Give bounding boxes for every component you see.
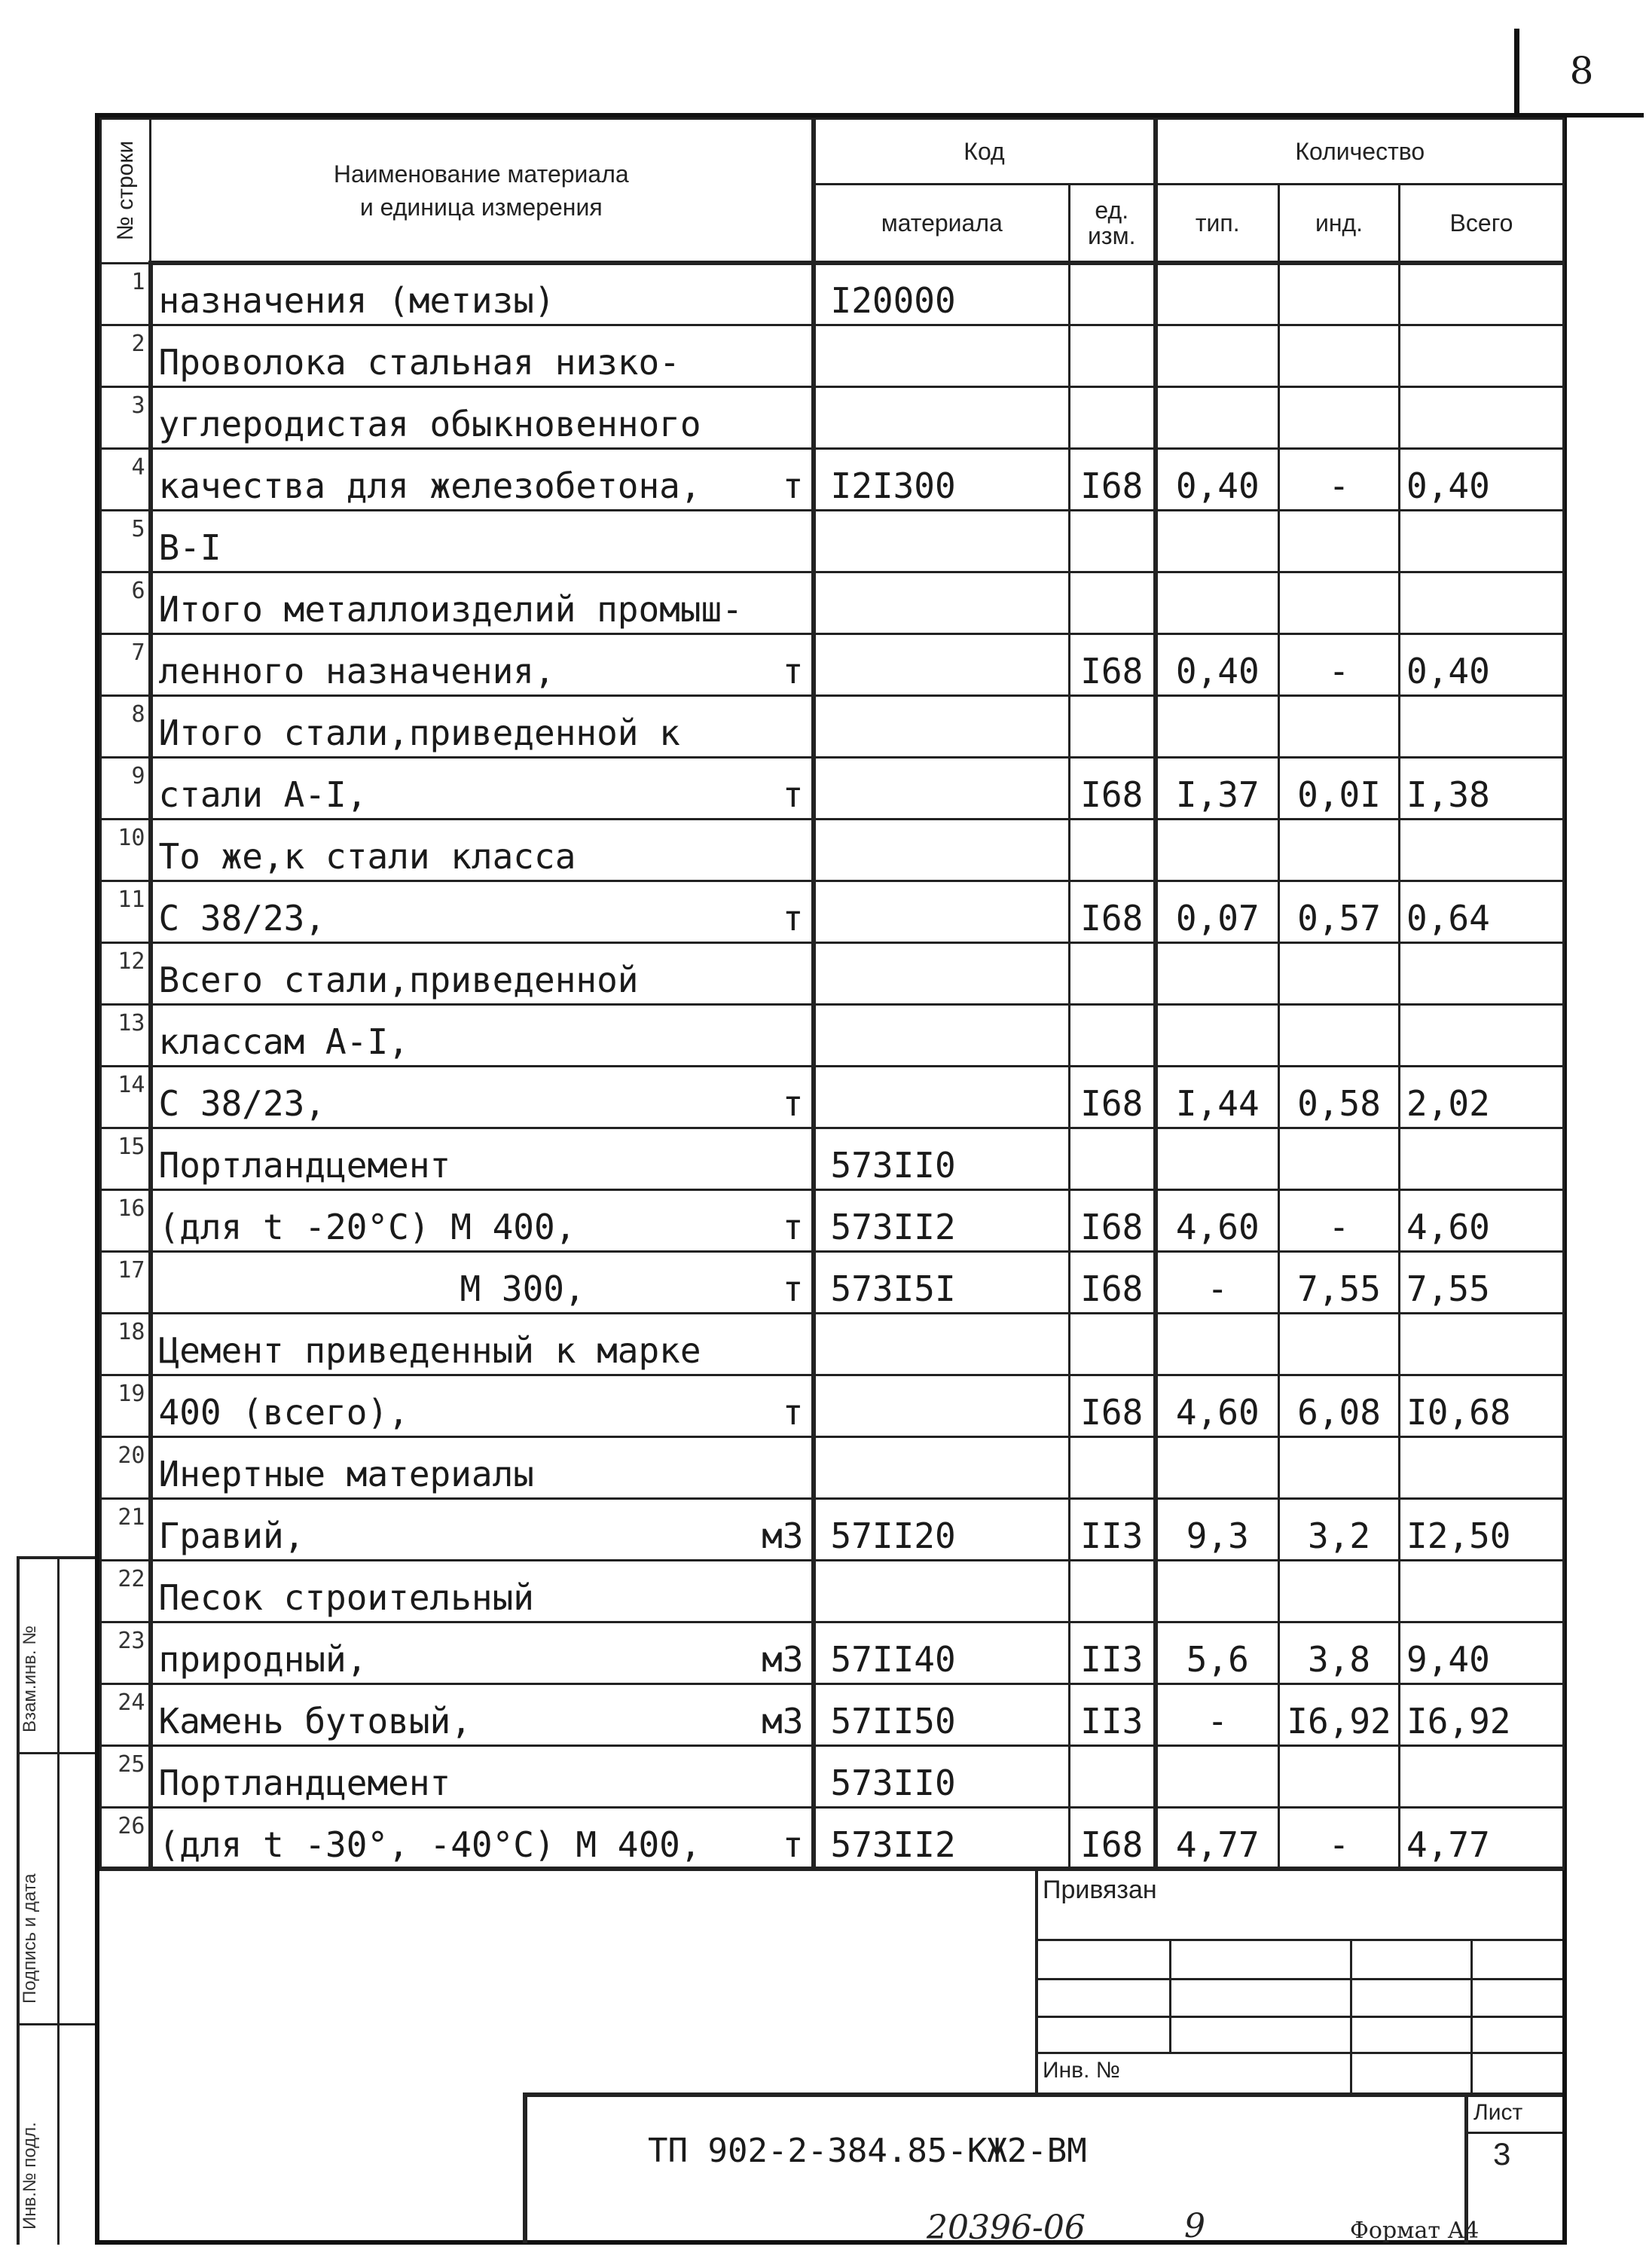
table-row	[101, 942, 1564, 1004]
unit-code	[1070, 510, 1156, 572]
row-number: 3	[101, 386, 151, 448]
measure-unit: м3	[762, 1700, 804, 1741]
unit-code	[1070, 695, 1156, 757]
unit-code	[1070, 386, 1156, 448]
qty-total: I2,50	[1400, 1498, 1564, 1560]
material-code: 573II0	[814, 1745, 1070, 1807]
material-code	[814, 757, 1070, 819]
qty-ind	[1279, 1004, 1400, 1066]
qty-typ	[1156, 695, 1279, 757]
table-row	[101, 695, 1564, 757]
material-name: B-I	[151, 510, 814, 572]
material-code	[814, 942, 1070, 1004]
qty-total: 0,40	[1400, 448, 1564, 510]
unit-code: I68	[1070, 1807, 1156, 1869]
row-number-header: № строки	[101, 119, 151, 264]
measure-unit: т	[782, 1082, 804, 1124]
measure-unit: т	[782, 897, 804, 939]
material-name: (для t -20°C) М 400, т	[151, 1189, 814, 1251]
material-code	[814, 1066, 1070, 1128]
qty-total: 2,02	[1400, 1066, 1564, 1128]
stamp-line-2	[1035, 1978, 1562, 1980]
stamp-line-4	[1035, 2052, 1562, 2054]
qty-ind	[1279, 695, 1400, 757]
table-row	[101, 633, 1564, 695]
row-number: 10	[101, 819, 151, 881]
qty-ind	[1279, 386, 1400, 448]
material-code	[814, 572, 1070, 633]
material-name: Всего стали,приведенной	[151, 942, 814, 1004]
qty-total	[1400, 1128, 1564, 1189]
qty-total	[1400, 386, 1564, 448]
code-unit-header: ед. изм.	[1070, 185, 1156, 264]
stamp-vline	[1035, 1871, 1038, 2094]
qty-ind: -	[1279, 633, 1400, 695]
row-number: 4	[101, 448, 151, 510]
measure-unit: т	[782, 1824, 804, 1865]
table-row	[101, 510, 1564, 572]
unit-code: I68	[1070, 1189, 1156, 1251]
qty-typ	[1156, 1004, 1279, 1066]
qty-typ	[1156, 1436, 1279, 1498]
unit-code	[1070, 1004, 1156, 1066]
unit-code	[1070, 1313, 1156, 1375]
qty-ind	[1279, 1745, 1400, 1807]
row-number: 5	[101, 510, 151, 572]
measure-unit: м3	[762, 1638, 804, 1680]
qty-ind: -	[1279, 448, 1400, 510]
material-code: 573II2	[814, 1807, 1070, 1869]
row-number: 16	[101, 1189, 151, 1251]
table-row	[101, 1375, 1564, 1436]
stamp-vline-4	[1470, 1939, 1473, 2094]
qty-total: 0,40	[1400, 633, 1564, 695]
unit-code	[1070, 1436, 1156, 1498]
material-code	[814, 1004, 1070, 1066]
qty-typ	[1156, 263, 1279, 325]
qty-ind	[1279, 325, 1400, 386]
qty-total: I,38	[1400, 757, 1564, 819]
footer-page: 9	[1184, 2207, 1205, 2245]
material-code: I2I300	[814, 448, 1070, 510]
qty-total	[1400, 695, 1564, 757]
stamp-vline-2	[1169, 1939, 1171, 2052]
table-row	[101, 819, 1564, 881]
title-block-top	[523, 2092, 1562, 2097]
qty-total	[1400, 942, 1564, 1004]
material-name: Инертные материалы	[151, 1436, 814, 1498]
qty-total	[1400, 1313, 1564, 1375]
qty-ind: I6,92	[1279, 1683, 1400, 1745]
table-row	[101, 1807, 1564, 1869]
unit-code	[1070, 1128, 1156, 1189]
material-name: Песок строительный	[151, 1560, 814, 1622]
qty-typ: -	[1156, 1683, 1279, 1745]
qty-typ	[1156, 1560, 1279, 1622]
material-name: 400 (всего), т	[151, 1375, 814, 1436]
unit-code: I68	[1070, 1066, 1156, 1128]
material-name: Итого стали,приведенной к	[151, 695, 814, 757]
row-number: 19	[101, 1375, 151, 1436]
footer-format: Формат А4	[1350, 2218, 1480, 2244]
material-name: углеродистая обыкновенного	[151, 386, 814, 448]
row-number: 11	[101, 881, 151, 942]
qty-ind: 6,08	[1279, 1375, 1400, 1436]
unit-code: I68	[1070, 1251, 1156, 1313]
stamp-vline-3	[1350, 1939, 1352, 2094]
qty-ind	[1279, 819, 1400, 881]
material-name-header: Наименование материала и единица измерения	[151, 119, 814, 264]
qty-total	[1400, 263, 1564, 325]
qty-typ: 4,60	[1156, 1375, 1279, 1436]
row-number: 25	[101, 1745, 151, 1807]
row-number: 21	[101, 1498, 151, 1560]
row-number: 17	[101, 1251, 151, 1313]
qty-total: 4,60	[1400, 1189, 1564, 1251]
privyazan-label: Привязан	[1043, 1876, 1157, 1904]
table-row	[101, 1313, 1564, 1375]
table-row	[101, 263, 1564, 325]
side-strip-line-b	[57, 1556, 60, 2245]
row-number: 1	[101, 263, 151, 325]
page-number: 8	[1514, 29, 1644, 118]
qty-typ	[1156, 386, 1279, 448]
qty-typ	[1156, 572, 1279, 633]
unit-code	[1070, 325, 1156, 386]
qty-typ	[1156, 819, 1279, 881]
material-name: Камень бутовый, м3	[151, 1683, 814, 1745]
qty-typ: I,37	[1156, 757, 1279, 819]
qty-total	[1400, 819, 1564, 881]
table-row	[101, 1560, 1564, 1622]
table-row	[101, 572, 1564, 633]
unit-code	[1070, 1745, 1156, 1807]
qty-total: 7,55	[1400, 1251, 1564, 1313]
table-row	[101, 1745, 1564, 1807]
table-row	[101, 757, 1564, 819]
material-name: стали A-I, т	[151, 757, 814, 819]
measure-unit: т	[782, 1391, 804, 1433]
qty-total	[1400, 510, 1564, 572]
qty-total	[1400, 572, 1564, 633]
material-code	[814, 695, 1070, 757]
unit-code: II3	[1070, 1622, 1156, 1683]
material-code: 573II0	[814, 1128, 1070, 1189]
measure-unit: м3	[762, 1515, 804, 1556]
measure-unit: т	[782, 650, 804, 691]
table-row	[101, 1251, 1564, 1313]
unit-code	[1070, 263, 1156, 325]
row-number: 26	[101, 1807, 151, 1869]
qty-ind: -	[1279, 1807, 1400, 1869]
qty-typ: 4,77	[1156, 1807, 1279, 1869]
qty-ind	[1279, 510, 1400, 572]
unit-code	[1070, 942, 1156, 1004]
material-name: М 300, т	[151, 1251, 814, 1313]
qty-ind: 0,58	[1279, 1066, 1400, 1128]
qty-typ	[1156, 1313, 1279, 1375]
unit-code	[1070, 819, 1156, 881]
qty-ind	[1279, 1128, 1400, 1189]
side-label-vzam: Взам.инв. №	[20, 1625, 40, 1732]
material-name: ленного назначения, т	[151, 633, 814, 695]
qty-ind: 3,8	[1279, 1622, 1400, 1683]
unit-code: I68	[1070, 757, 1156, 819]
material-code: 573II2	[814, 1189, 1070, 1251]
material-name: Гравий, м3	[151, 1498, 814, 1560]
unit-code: I68	[1070, 881, 1156, 942]
row-number: 24	[101, 1683, 151, 1745]
material-name: классам A-I,	[151, 1004, 814, 1066]
unit-code: I68	[1070, 448, 1156, 510]
qty-total	[1400, 1004, 1564, 1066]
qty-ind	[1279, 1313, 1400, 1375]
qty-ind	[1279, 572, 1400, 633]
table-row	[101, 1498, 1564, 1560]
qty-ind	[1279, 263, 1400, 325]
qty-total	[1400, 1745, 1564, 1807]
qty-typ	[1156, 942, 1279, 1004]
material-code	[814, 1313, 1070, 1375]
table-row	[101, 1683, 1564, 1745]
qty-typ: 4,60	[1156, 1189, 1279, 1251]
stamp-line-3	[1035, 2016, 1562, 2018]
table-row	[101, 325, 1564, 386]
row-number: 9	[101, 757, 151, 819]
row-number: 23	[101, 1622, 151, 1683]
measure-unit: т	[782, 1206, 804, 1247]
quantity-header: Количество	[1156, 119, 1564, 185]
qty-total: 0,64	[1400, 881, 1564, 942]
material-name: С 38/23, т	[151, 1066, 814, 1128]
row-number: 6	[101, 572, 151, 633]
qty-total	[1400, 1560, 1564, 1622]
footer-number: 20396-06	[927, 2208, 1086, 2247]
material-code: 57II20	[814, 1498, 1070, 1560]
material-name: С 38/23, т	[151, 881, 814, 942]
list-divider	[1464, 2132, 1562, 2134]
material-name: назначения (метизы)	[151, 263, 814, 325]
material-code	[814, 819, 1070, 881]
side-label-inv: Инв.№ подл.	[20, 2122, 40, 2230]
material-name: качества для железобетона, т	[151, 448, 814, 510]
measure-unit: т	[782, 774, 804, 815]
material-code	[814, 386, 1070, 448]
row-number: 12	[101, 942, 151, 1004]
qty-ind: 3,2	[1279, 1498, 1400, 1560]
qty-ind: 0,0I	[1279, 757, 1400, 819]
row-number: 20	[101, 1436, 151, 1498]
qty-typ: 9,3	[1156, 1498, 1279, 1560]
material-code: 573I5I	[814, 1251, 1070, 1313]
row-number: 14	[101, 1066, 151, 1128]
material-code	[814, 510, 1070, 572]
qty-total: I0,68	[1400, 1375, 1564, 1436]
qty-typ: 0,07	[1156, 881, 1279, 942]
unit-code: II3	[1070, 1498, 1156, 1560]
qty-typ	[1156, 1128, 1279, 1189]
qty-typ: I,44	[1156, 1066, 1279, 1128]
material-code: I20000	[814, 263, 1070, 325]
material-name: Портландцемент	[151, 1128, 814, 1189]
table-row	[101, 881, 1564, 942]
material-code: 57II40	[814, 1622, 1070, 1683]
table-row	[101, 1066, 1564, 1128]
qty-typ: 0,40	[1156, 633, 1279, 695]
material-code	[814, 633, 1070, 695]
row-number: 2	[101, 325, 151, 386]
unit-code: II3	[1070, 1683, 1156, 1745]
qty-ind: -	[1279, 1189, 1400, 1251]
row-number: 22	[101, 1560, 151, 1622]
qty-ind: 0,57	[1279, 881, 1400, 942]
material-code	[814, 1375, 1070, 1436]
material-code	[814, 881, 1070, 942]
qty-typ	[1156, 325, 1279, 386]
qty-total: I6,92	[1400, 1683, 1564, 1745]
qty-typ: 0,40	[1156, 448, 1279, 510]
qty-typ-header: тип.	[1156, 185, 1279, 264]
material-name: Итого металлоизделий промыш-	[151, 572, 814, 633]
table-row	[101, 1189, 1564, 1251]
qty-total-header: Всего	[1400, 185, 1564, 264]
inv-no-label: Инв. №	[1043, 2058, 1120, 2083]
measure-unit: т	[782, 1268, 804, 1309]
qty-typ: 5,6	[1156, 1622, 1279, 1683]
unit-code: I68	[1070, 633, 1156, 695]
qty-ind	[1279, 1560, 1400, 1622]
materials-table	[99, 118, 1565, 1870]
material-code	[814, 1436, 1070, 1498]
row-number: 8	[101, 695, 151, 757]
qty-ind-header: инд.	[1279, 185, 1400, 264]
row-number: 13	[101, 1004, 151, 1066]
material-name: (для t -30°, -40°C) М 400, т	[151, 1807, 814, 1869]
row-number: 7	[101, 633, 151, 695]
material-code	[814, 1560, 1070, 1622]
table-row	[101, 1004, 1564, 1066]
table-row	[101, 386, 1564, 448]
row-number: 18	[101, 1313, 151, 1375]
measure-unit: т	[782, 465, 804, 506]
document-code: ТП 902-2-384.85-КЖ2-ВМ	[648, 2132, 1087, 2170]
qty-total	[1400, 1436, 1564, 1498]
qty-ind	[1279, 1436, 1400, 1498]
material-code	[814, 325, 1070, 386]
table-row	[101, 1622, 1564, 1683]
stamp-top-line	[99, 1867, 1562, 1871]
qty-total	[1400, 325, 1564, 386]
stamp-line-1	[1035, 1939, 1562, 1941]
unit-code: I68	[1070, 1375, 1156, 1436]
qty-typ	[1156, 1745, 1279, 1807]
material-name: Проволока стальная низко-	[151, 325, 814, 386]
qty-ind: 7,55	[1279, 1251, 1400, 1313]
code-header: Код	[814, 119, 1156, 185]
qty-total: 9,40	[1400, 1622, 1564, 1683]
material-name: Портландцемент	[151, 1745, 814, 1807]
table-row	[101, 448, 1564, 510]
unit-code	[1070, 1560, 1156, 1622]
material-code: 57II50	[814, 1683, 1070, 1745]
title-block-left	[523, 2092, 527, 2243]
material-name: То же,к стали класса	[151, 819, 814, 881]
table-row	[101, 1128, 1564, 1189]
qty-typ	[1156, 510, 1279, 572]
row-number: 15	[101, 1128, 151, 1189]
list-value: 3	[1493, 2136, 1511, 2172]
qty-total: 4,77	[1400, 1807, 1564, 1869]
unit-code	[1070, 572, 1156, 633]
qty-ind	[1279, 942, 1400, 1004]
material-name: Цемент приведенный к марке	[151, 1313, 814, 1375]
table-row	[101, 1436, 1564, 1498]
list-label: Лист	[1473, 2100, 1523, 2125]
code-material-header: материала	[814, 185, 1070, 264]
qty-typ: -	[1156, 1251, 1279, 1313]
side-label-podpis: Подпись и дата	[20, 1873, 40, 2004]
material-name: природный, м3	[151, 1622, 814, 1683]
